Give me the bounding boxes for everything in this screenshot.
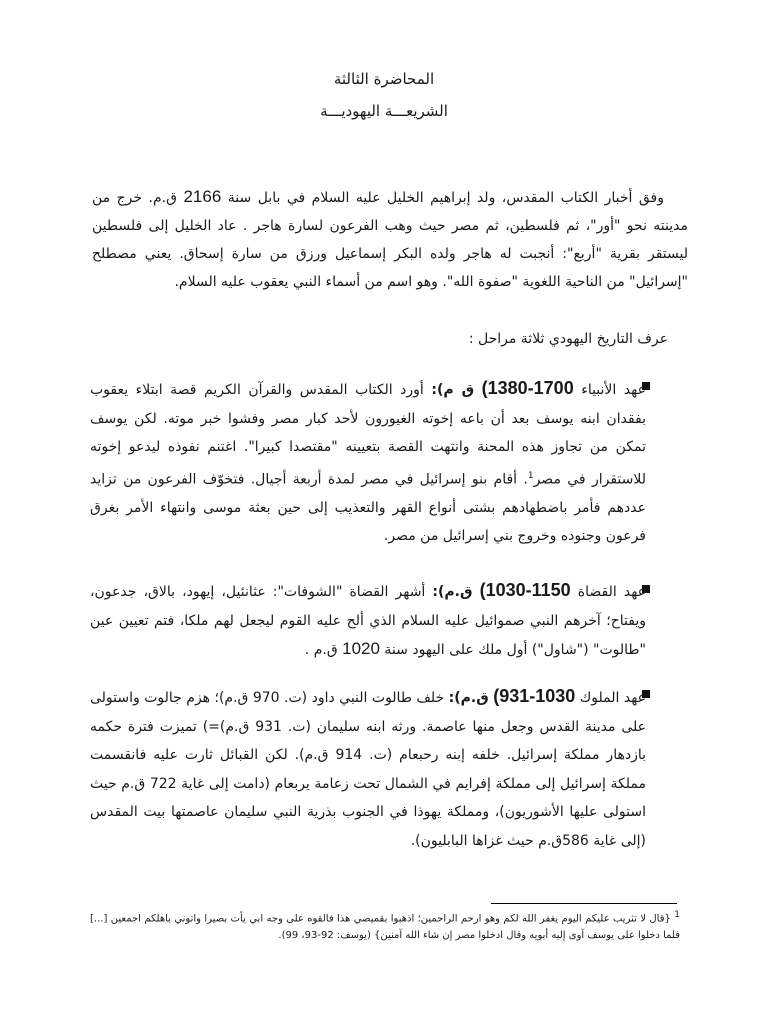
bullet-range: (1030-1150 bbox=[479, 580, 571, 600]
intro-paragraph bbox=[92, 183, 688, 296]
bullet-kings bbox=[90, 682, 646, 855]
intro-line1: وفق أخبار الكتاب المقدس، ولد إبراهيم الخليل عليه السلام في بابل سنة bbox=[227, 190, 665, 206]
bullet-text: أورد الكتاب المقدس والقرآن الكريم قصة ابتلاء يعقوب بفقدان ابنه يوسف بعد أن باعه إخوته الغيورون لأحد كبار مصر وفشوا خبر موته. لكن يوسف تمكن من تجاوز هذه المحنة وانتهت القصة بتعيينه "مقتصدا كبيرا". اغتنم نفوذه ليدعو إخوته للاستقرار في مصر bbox=[90, 382, 646, 488]
page-title: المحاضرة الثالثة bbox=[333, 70, 435, 88]
bullet-year: 1020 bbox=[342, 639, 380, 658]
bullet-head: عهد الملوك bbox=[579, 690, 646, 706]
bullet-range: (1380-1700 bbox=[481, 378, 574, 398]
footnote-ref[interactable]: 1 bbox=[527, 470, 534, 481]
page-subtitle: الشريعـــة اليهوديـــة bbox=[320, 102, 448, 120]
bullet-unit: ق.م): bbox=[432, 584, 473, 600]
bullet-head: عهد الأنبياء bbox=[581, 382, 646, 398]
intro-year: 2166 bbox=[183, 187, 222, 206]
bullet-text: أشهر القضاة "الشوفات": عثانئيل، إيهود، بالاق، جدعون، ويفتاح؛ آخرهم النبي صموائيل عليه السلام الذي ألح عليه القوم ليجعل لهم ملكا، فتم تعيين عين "طالوت" ("شاول") أول ملك على اليهود سنة bbox=[90, 584, 646, 658]
bullet-prophets bbox=[90, 374, 646, 551]
bullet-judges bbox=[90, 576, 646, 665]
bullet-text-cont: ق.م . bbox=[304, 642, 338, 658]
bullet-range: (931-1030 bbox=[493, 686, 576, 706]
intro-text bbox=[92, 183, 688, 296]
stages-line: عرف التاريخ اليهودي ثلاثة مراحل : bbox=[468, 331, 668, 347]
footnote-marker: 1 bbox=[674, 910, 680, 920]
bullet-text-cont: . أقام بنو إسرائيل في مصر لمدة أربعة أجيال. فتخوّف الفرعون من تزايد عددهم فأمر باضطهادهم بشتى أنواع القهر والتعذيب إلى حين بعثة موسى وانتهاء الأمر بغرق فرعون وجنوده وخروج بني إسرائيل من مصر. bbox=[90, 471, 646, 545]
intro-line1b: ق.م. خرج من مدينته نحو "أور"، ثم فلسطين، ثم مصر حيث وهب الفرعون لسارة هاجر . عاد الخليل إلى فلسطين ليستقر بقرية "أربع": أنجبت له هاجر ولده البكر إسماعيل ورزق من سارة إسحاق. يعني مصطلح "إسرائيل" من الناحية اللغوية "صفوة الله". وهو اسم من أسماء النبي يعقوب عليه السلام. bbox=[92, 190, 688, 290]
footnote-divider bbox=[491, 903, 677, 904]
bullet-unit: ق م): bbox=[431, 382, 475, 398]
footnote bbox=[90, 907, 680, 944]
bullet-text: خلف طالوت النبي داود (ت. 970 ق.م)؛ هزم جالوت واستولى على مدينة القدس وجعل منها عاصمة. ورثه ابنه سليمان (ت. 931 ق.م)=) تميزت فترة حكمه بازدهار مملكة إسرائيل. خلفه إبنه رحبعام (ت. 914 ق.م). لكن القبائل ثارت عليه فانقسمت مملكة إسرائيل إلى مملكة إفرايم في الشمال تحت زعامة يربعام (دامت إلى غاية 722 ق.م حيث استولى عليها الأشوريون)، ومملكة يهوذا في الجنوب بذرية النبي سليمان عاصمتها بيت المقدس (إلى غاية 586ق.م حيث غزاها البابليون). bbox=[90, 690, 646, 849]
footnote-text: {قال لا تثريب عليكم اليوم يغفر الله لكم وهو ارحم الراحمين؛ اذهبوا بقميصي هذا فالقوه على وجه ابي يأت بصيرا واتوني باهلكم اجمعين [...] فلما دخلوا على يوسف آوى إليه أبويه وقال ادخلوا مصر إن شاء الله آمنين} (يوسف: 92-93، 99). bbox=[90, 913, 680, 942]
bullet-head: عهد القضاة bbox=[577, 584, 647, 600]
bullet-unit: ق.م): bbox=[448, 690, 489, 706]
